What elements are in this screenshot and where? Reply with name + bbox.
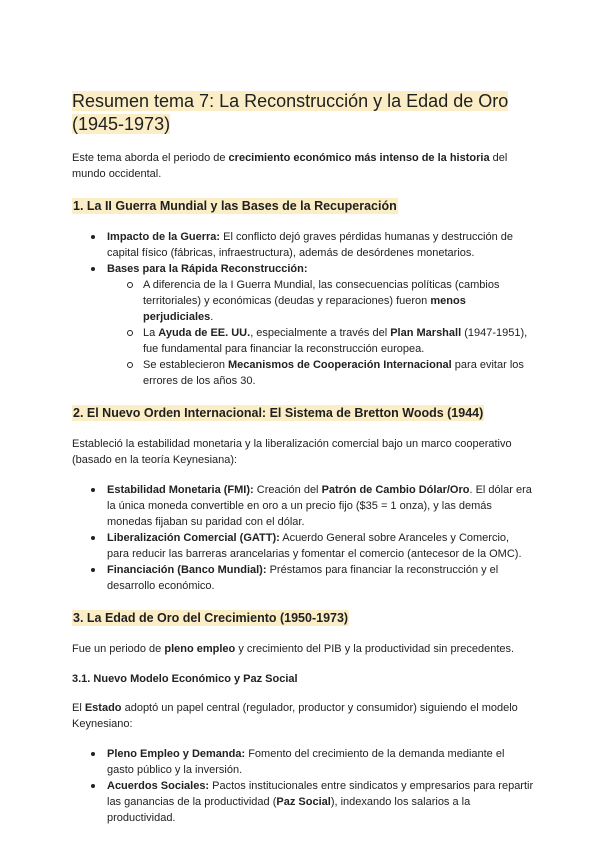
list-item: Acuerdos Sociales: Pactos institucionales entre sindicatos y empresarios para repartir las ganancias de la productividad (Paz Social), indexando los salarios a la productividad. <box>72 778 534 826</box>
section-3-list <box>72 746 534 826</box>
document-title: Resumen tema 7: La Reconstrucción y la Edad de Oro (1945-1973) <box>72 91 509 134</box>
intro-paragraph: Este tema aborda el periodo de crecimiento económico más intenso de la historia del mundo occidental. <box>72 152 508 180</box>
sub-list <box>107 277 534 389</box>
section-1-heading: 1. La II Guerra Mundial y las Bases de la Recuperación <box>73 199 397 213</box>
section-2-list <box>72 482 534 594</box>
list-item: Liberalización Comercial (GATT): Acuerdo General sobre Aranceles y Comercio, para reducir las barreras arancelarias y fomentar el comercio (antecesor de la OMC). <box>72 530 534 562</box>
list-item: Financiación (Banco Mundial): Préstamos para financiar la reconstrucción y el desarrollo económico. <box>72 562 534 594</box>
section-3-intro: Fue un periodo de pleno empleo y crecimiento del PIB y la productividad sin precedentes. <box>72 643 515 655</box>
sub-list-item: A diferencia de la I Guerra Mundial, las consecuencias políticas (cambios territoriales) y económicas (deudas y reparaciones) fueron menos perjudiciales. <box>107 277 534 325</box>
list-item: Estabilidad Monetaria (FMI): Creación del Patrón de Cambio Dólar/Oro. El dólar era la única moneda convertible en oro a un precio fijo ($35 = 1 onza), y las demás monedas fijaban su paridad con el dólar. <box>72 482 534 530</box>
subsection-3-1-heading: 3.1. Nuevo Modelo Económico y Paz Social <box>72 673 298 685</box>
sub-list-item: Se establecieron Mecanismos de Cooperación Internacional para evitar los errores de los años 30. <box>107 357 534 389</box>
subsection-3-1-intro: El Estado adoptó un papel central (regulador, productor y consumidor) siguiendo el modelo Keynesiano: <box>72 702 518 730</box>
section-2-heading: 2. El Nuevo Orden Internacional: El Sistema de Bretton Woods (1944) <box>73 406 484 420</box>
list-item: Pleno Empleo y Demanda: Fomento del crecimiento de la demanda mediante el gasto público y la inversión. <box>72 746 534 778</box>
sub-list-item: La Ayuda de EE. UU., especialmente a través del Plan Marshall (1947-1951), fue fundamental para financiar la reconstrucción europea. <box>107 325 534 357</box>
list-item: Impacto de la Guerra: El conflicto dejó graves pérdidas humanas y destrucción de capital físico (fábricas, infraestructura), además de desórdenes monetarios. <box>72 229 534 261</box>
section-1-list <box>72 229 534 389</box>
section-2-intro: Estableció la estabilidad monetaria y la liberalización comercial bajo un marco cooperativo (basado en la teoría Keynesiana): <box>72 438 512 466</box>
section-3-heading: 3. La Edad de Oro del Crecimiento (1950-1973) <box>73 611 349 625</box>
list-item: Bases para la Rápida Reconstrucción: A diferencia de la I Guerra Mundial, las consecuencias políticas (cambios territoriales) y económicas (deudas y reparaciones) fueron menos perjudiciales. La Ayuda de EE. UU., especialmente a través del Plan Marshall (1947-1951), fue fundamental para financiar la reconstrucción europea. Se establecieron Mecanismos de Cooperación Internacional para evitar los errores de los años 30. <box>72 261 534 389</box>
